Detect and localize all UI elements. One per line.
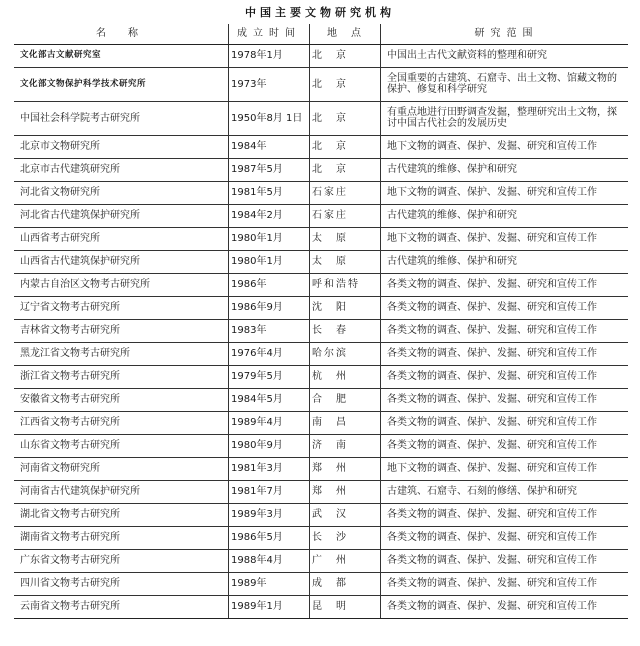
founded-date-cell: 1989年1月 [229, 595, 310, 618]
institution-name-cell: 文化部古文献研究室 [14, 44, 229, 67]
institution-name-cell: 安徽省文物考古研究所 [14, 388, 229, 411]
header-date: 成立时间 [229, 24, 310, 44]
research-scope-cell: 各类文物的调查、保护、发掘、研究和宣传工作 [381, 296, 629, 319]
institutions-table [14, 24, 628, 619]
location-cell: 合 肥 [310, 388, 381, 411]
location-cell: 石家庄 [310, 204, 381, 227]
research-scope-cell: 全国重要的古建筑、石窟寺、出土文物、馆藏文物的保护、修复和科学研究 [381, 67, 629, 101]
table-row [14, 411, 628, 434]
research-scope-cell: 各类文物的调查、保护、发掘、研究和宣传工作 [381, 434, 629, 457]
institution-name-cell: 山西省考古研究所 [14, 227, 229, 250]
location-cell: 济 南 [310, 434, 381, 457]
research-scope-cell: 各类文物的调查、保护、发掘、研究和宣传工作 [381, 365, 629, 388]
table-body [14, 44, 628, 618]
table-row [14, 296, 628, 319]
institution-name-cell: 湖北省文物考古研究所 [14, 503, 229, 526]
header-name: 名 称 [14, 24, 229, 44]
institution-name-cell: 云南省文物考古研究所 [14, 595, 229, 618]
founded-date-cell: 1986年5月 [229, 526, 310, 549]
table-header-row [14, 24, 628, 44]
founded-date-cell: 1983年 [229, 319, 310, 342]
table-row [14, 572, 628, 595]
research-scope-cell: 各类文物的调查、保护、发掘、研究和宣传工作 [381, 595, 629, 618]
institution-name-cell: 北京市古代建筑研究所 [14, 158, 229, 181]
table-row [14, 319, 628, 342]
research-scope-cell: 各类文物的调查、保护、发掘、研究和宣传工作 [381, 549, 629, 572]
founded-date-cell: 1981年7月 [229, 480, 310, 503]
research-scope-cell: 各类文物的调查、保护、发掘、研究和宣传工作 [381, 273, 629, 296]
table-row [14, 67, 628, 101]
location-cell: 昆 明 [310, 595, 381, 618]
location-cell: 南 昌 [310, 411, 381, 434]
founded-date-cell: 1950年8月 1日 [229, 101, 310, 135]
research-scope-cell: 各类文物的调查、保护、发掘、研究和宣传工作 [381, 319, 629, 342]
institution-name-cell: 浙江省文物考古研究所 [14, 365, 229, 388]
location-cell: 郑 州 [310, 480, 381, 503]
institution-name-cell: 中国社会科学院考古研究所 [14, 101, 229, 135]
location-cell: 长 春 [310, 319, 381, 342]
research-scope-cell: 中国出土古代文献资料的整理和研究 [381, 44, 629, 67]
research-scope-cell: 古建筑、石窟寺、石刻的修缮、保护和研究 [381, 480, 629, 503]
table-row [14, 480, 628, 503]
founded-date-cell: 1981年3月 [229, 457, 310, 480]
founded-date-cell: 1989年 [229, 572, 310, 595]
institution-name-cell: 辽宁省文物考古研究所 [14, 296, 229, 319]
table-row [14, 273, 628, 296]
institution-name-cell: 山东省文物考古研究所 [14, 434, 229, 457]
table-row [14, 135, 628, 158]
founded-date-cell: 1984年5月 [229, 388, 310, 411]
location-cell: 成 都 [310, 572, 381, 595]
institution-name-cell: 河南省文物研究所 [14, 457, 229, 480]
location-cell: 石家庄 [310, 181, 381, 204]
location-cell: 太 原 [310, 250, 381, 273]
table-row [14, 457, 628, 480]
table-row [14, 101, 628, 135]
institution-name-cell: 山西省古代建筑保护研究所 [14, 250, 229, 273]
institution-name-cell: 黑龙江省文物考古研究所 [14, 342, 229, 365]
table-row [14, 595, 628, 618]
institution-name-cell: 四川省文物考古研究所 [14, 572, 229, 595]
research-scope-cell: 地下文物的调查、保护、发掘、研究和宣传工作 [381, 457, 629, 480]
institution-name-cell: 广东省文物考古研究所 [14, 549, 229, 572]
location-cell: 太 原 [310, 227, 381, 250]
research-scope-cell: 各类文物的调查、保护、发掘、研究和宣传工作 [381, 503, 629, 526]
location-cell: 呼和浩特 [310, 273, 381, 296]
location-cell: 北 京 [310, 135, 381, 158]
founded-date-cell: 1984年 [229, 135, 310, 158]
table-row [14, 503, 628, 526]
table-row [14, 365, 628, 388]
founded-date-cell: 1986年 [229, 273, 310, 296]
location-cell: 广 州 [310, 549, 381, 572]
research-scope-cell: 地下文物的调查、保护、发掘、研究和宣传工作 [381, 135, 629, 158]
institution-name-cell: 河北省文物研究所 [14, 181, 229, 204]
research-scope-cell: 有重点地进行田野调查发掘，整理研究出土文物，探讨中国古代社会的发展历史 [381, 101, 629, 135]
institution-name-cell: 江西省文物考古研究所 [14, 411, 229, 434]
research-scope-cell: 古代建筑的维修、保护和研究 [381, 204, 629, 227]
founded-date-cell: 1979年5月 [229, 365, 310, 388]
table-row [14, 204, 628, 227]
founded-date-cell: 1989年3月 [229, 503, 310, 526]
page-title: 中国主要文物研究机构 [245, 6, 395, 19]
institution-name-cell: 文化部文物保护科学技术研究所 [14, 67, 229, 101]
research-scope-cell: 各类文物的调查、保护、发掘、研究和宣传工作 [381, 388, 629, 411]
founded-date-cell: 1978年1月 [229, 44, 310, 67]
location-cell: 哈尔滨 [310, 342, 381, 365]
institution-name-cell: 河北省古代建筑保护研究所 [14, 204, 229, 227]
institution-name-cell: 吉林省文物考古研究所 [14, 319, 229, 342]
header-scope: 研究范围 [381, 24, 629, 44]
founded-date-cell: 1980年9月 [229, 434, 310, 457]
founded-date-cell: 1981年5月 [229, 181, 310, 204]
table-row [14, 227, 628, 250]
research-scope-cell: 各类文物的调查、保护、发掘、研究和宣传工作 [381, 526, 629, 549]
founded-date-cell: 1987年5月 [229, 158, 310, 181]
location-cell: 长 沙 [310, 526, 381, 549]
table-row [14, 181, 628, 204]
location-cell: 杭 州 [310, 365, 381, 388]
table-row [14, 526, 628, 549]
research-scope-cell: 地下文物的调查、保护、发掘、研究和宣传工作 [381, 181, 629, 204]
location-cell: 郑 州 [310, 457, 381, 480]
institution-name-cell: 北京市文物研究所 [14, 135, 229, 158]
table-row [14, 342, 628, 365]
research-scope-cell: 地下文物的调查、保护、发掘、研究和宣传工作 [381, 227, 629, 250]
location-cell: 北 京 [310, 101, 381, 135]
location-cell: 北 京 [310, 158, 381, 181]
research-scope-cell: 各类文物的调查、保护、发掘、研究和宣传工作 [381, 342, 629, 365]
location-cell: 沈 阳 [310, 296, 381, 319]
table-row [14, 44, 628, 67]
founded-date-cell: 1986年9月 [229, 296, 310, 319]
institution-name-cell: 湖南省文物考古研究所 [14, 526, 229, 549]
header-location: 地 点 [310, 24, 381, 44]
table-row [14, 158, 628, 181]
table-row [14, 250, 628, 273]
research-scope-cell: 各类文物的调查、保护、发掘、研究和宣传工作 [381, 572, 629, 595]
institution-name-cell: 内蒙古自治区文物考古研究所 [14, 273, 229, 296]
research-scope-cell: 古代建筑的维修、保护和研究 [381, 158, 629, 181]
location-cell: 北 京 [310, 67, 381, 101]
research-scope-cell: 古代建筑的维修、保护和研究 [381, 250, 629, 273]
research-scope-cell: 各类文物的调查、保护、发掘、研究和宣传工作 [381, 411, 629, 434]
founded-date-cell: 1973年 [229, 67, 310, 101]
location-cell: 武 汉 [310, 503, 381, 526]
founded-date-cell: 1988年4月 [229, 549, 310, 572]
founded-date-cell: 1976年4月 [229, 342, 310, 365]
table-row [14, 388, 628, 411]
founded-date-cell: 1989年4月 [229, 411, 310, 434]
founded-date-cell: 1980年1月 [229, 250, 310, 273]
institution-name-cell: 河南省古代建筑保护研究所 [14, 480, 229, 503]
location-cell: 北 京 [310, 44, 381, 67]
founded-date-cell: 1984年2月 [229, 204, 310, 227]
founded-date-cell: 1980年1月 [229, 227, 310, 250]
table-row [14, 434, 628, 457]
table-row [14, 549, 628, 572]
